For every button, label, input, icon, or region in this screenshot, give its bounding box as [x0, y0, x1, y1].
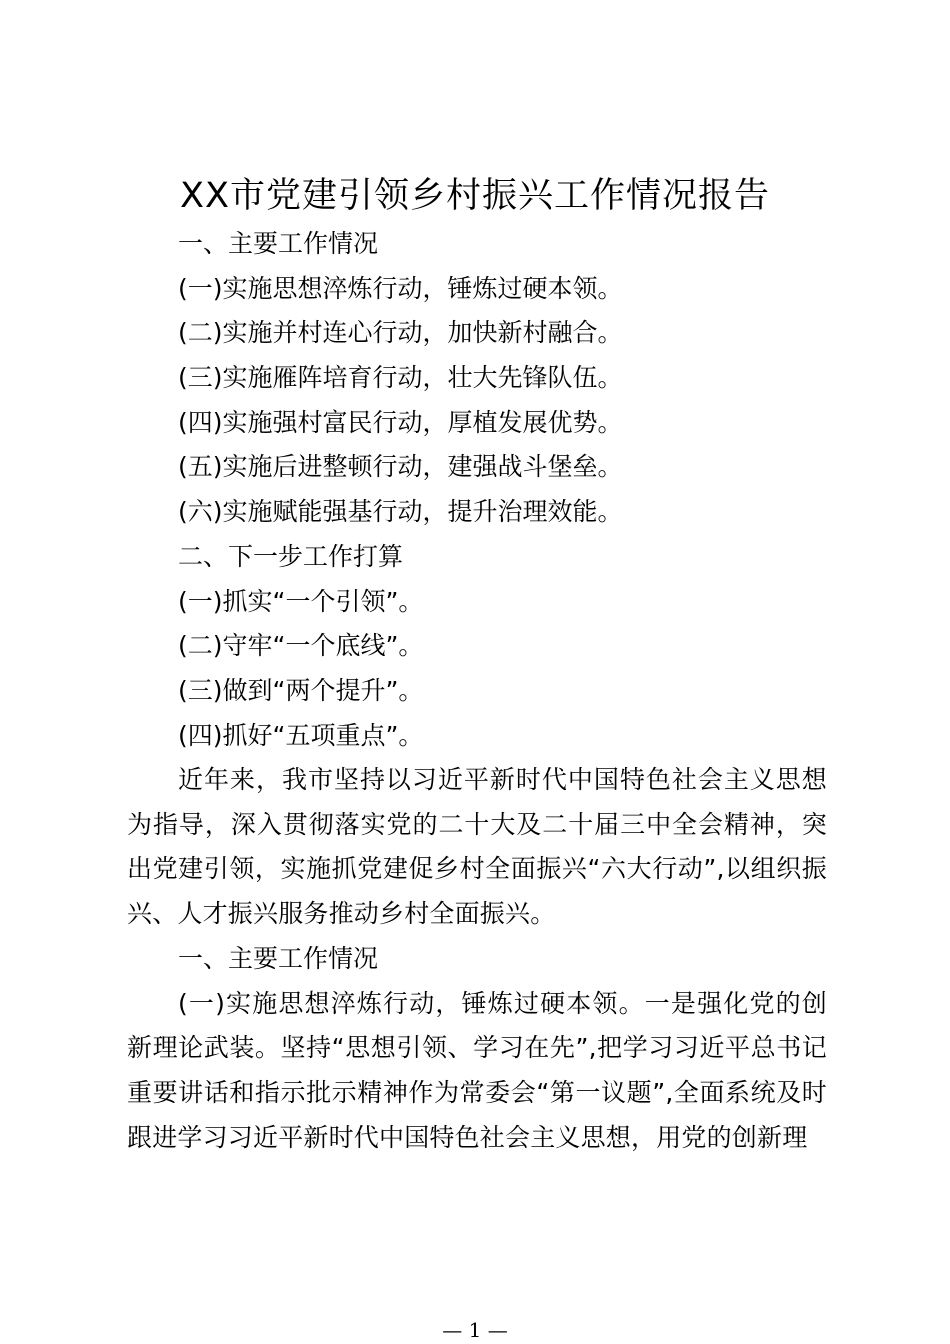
outline-list	[178, 222, 878, 758]
document-title: XX市党建引领乡村振兴工作情况报告	[180, 176, 770, 216]
outline-item: 一、主要工作情况	[178, 229, 379, 258]
outline-item: (六)实施赋能强基行动，提升治理效能。	[178, 497, 623, 527]
outline-item: (二)守牢“一个底线”。	[178, 631, 424, 661]
outline-item: (二)实施并村连心行动，加快新村融合。	[178, 318, 623, 348]
page-number: — 1 —	[442, 1318, 508, 1342]
document-body	[127, 758, 827, 1160]
outline-item: (一)实施思想淬炼行动，锤炼过硬本领。	[178, 273, 623, 303]
outline-item: (五)实施后进整顿行动，建强战斗堡垒。	[178, 452, 623, 482]
outline-item: (一)抓实“一个引领”。	[178, 586, 424, 616]
outline-item: 二、下一步工作打算	[178, 541, 404, 571]
intro-paragraph: 近年来，我市坚持以习近平新时代中国特色社会主义思想为指导，深入贯彻落实党的二十大及二十届三中全会精神，突出党建引领，实施抓党建促乡村全面振兴“六大行动”,以组织振兴、人才振兴服务推动乡村全面振兴。	[127, 765, 827, 929]
outline-item: (三)实施雁阵培育行动，壮大先锋队伍。	[178, 363, 623, 393]
outline-item: (四)实施强村富民行动，厚植发展优势。	[178, 407, 623, 437]
section-paragraph: (一)实施思想淬炼行动，锤炼过硬本领。一是强化党的创新理论武装。坚持“思想引领、学习在先”,把学习习近平总书记重要讲话和指示批示精神作为常委会“第一议题”,全面系统及时跟进学习习近平新时代中国特色社会主义思想，用党的创新理	[127, 988, 827, 1152]
section-heading: 一、主要工作情况	[178, 943, 379, 973]
outline-item: (四)抓好“五项重点”。	[178, 720, 424, 750]
outline-item: (三)做到“两个提升”。	[178, 675, 424, 705]
